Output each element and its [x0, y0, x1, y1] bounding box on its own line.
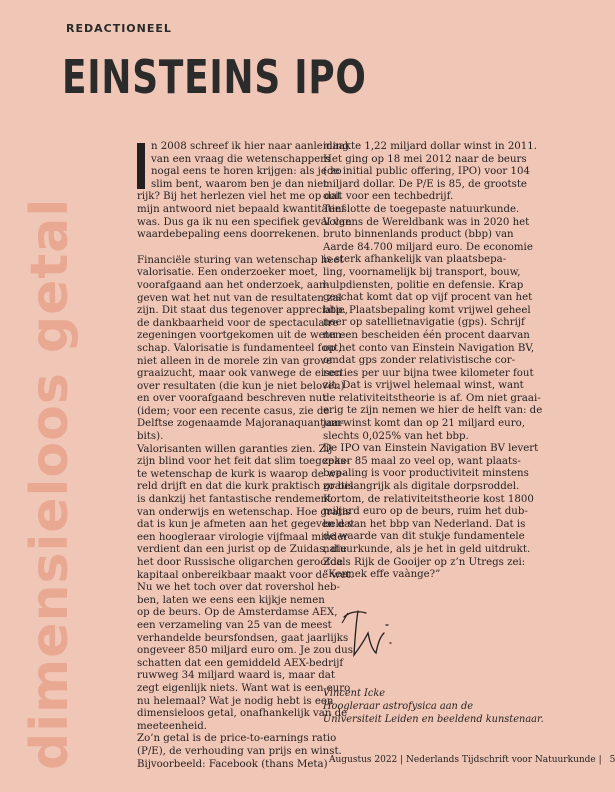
text-line: te wetenschap de kurk is waarop de we- — [137, 468, 346, 480]
text-line: miljard euro op de beurs, ruim het dub- — [323, 506, 528, 518]
text-line: recties per uur bijna twee kilometer fout — [323, 367, 534, 379]
text-line: maakte 1,22 miljard dollar winst in 2011. — [323, 141, 537, 152]
body-column-2 — [323, 141, 543, 582]
text-line: zeker 85 maal zo veel op, want plaats- — [323, 455, 521, 467]
text-line: mijn antwoord niet bepaald kwantitatief — [137, 203, 345, 215]
text-line: nogal eens te horen krijgen: als je zo — [151, 166, 342, 178]
text-line: Volgens de Wereldbank was in 2020 het — [323, 216, 530, 228]
text-line: was. Dus ga ik nu een specifiek geval van — [137, 216, 352, 228]
page-footer — [329, 755, 615, 765]
text-line: verhandelde beursfondsen, gaat jaarlijks — [137, 632, 349, 644]
text-line: is sterk afhankelijk van plaatsbepa- — [323, 254, 507, 266]
text-line: van een vraag die wetenschappers — [151, 153, 331, 165]
text-line: graaizucht, maar ook vanwege de eisen — [137, 368, 342, 380]
text-line: en over voorafgaand beschreven nut — [137, 393, 327, 405]
text-line: ongeveer 850 miljard euro om. Je zou dus — [137, 645, 353, 657]
text-line: ling, voornamelijk bij transport, bouw, — [323, 266, 521, 278]
text-line: nu een bescheiden één procent daarvan — [323, 329, 530, 341]
text-line: bbp. Plaatsbepaling komt vrijwel geheel — [323, 304, 531, 316]
text-line: (de initial public offering, IPO) voor 104 — [323, 166, 530, 178]
text-line: slechts 0,025% van het bbp. — [323, 430, 469, 442]
text-line: op het conto van Einstein Navigation BV, — [323, 342, 535, 354]
text-line: schap. Valorisatie is fundamenteel fout, — [137, 342, 342, 354]
text-line: een verzameling van 25 van de meest — [137, 619, 332, 631]
article-title: EINSTEINS IPO — [62, 50, 367, 104]
text-line: zo belangrijk als digitale dorpsroddel. — [323, 481, 520, 493]
text-line: Tenslotte de toegepaste natuurkunde. — [323, 203, 520, 215]
text-line: dat is kun je afmeten aan het gegeven dat — [137, 519, 355, 531]
text-line: Het ging op 18 mei 2012 naar de beurs — [323, 153, 527, 165]
text-line: miljard dollar. De P/E is 85, de grootste — [323, 178, 527, 190]
text-line: reld drijft en dat die kurk praktisch gratis — [137, 481, 354, 493]
text-line: n 2008 schreef ik hier naar aanleiding — [151, 141, 349, 152]
text-line: zit. Dat is vrijwel helemaal winst, want — [323, 380, 524, 392]
text-line: schatten dat een gemiddeld AEX-bedrijf — [137, 657, 344, 669]
text-line: is dankzij het fantastische rendement — [137, 494, 332, 506]
footer-text: Augustus 2022 | Nederlands Tijdschrift voor Natuurkunde | — [329, 755, 602, 765]
text-line: Delftse zogenaamde Majoranaquantum- — [137, 418, 344, 430]
text-line: omdat gps zonder relativistische cor- — [323, 355, 516, 367]
text-line: “Kennek effe vaànge?” — [323, 569, 441, 581]
text-line: de dankbaarheid voor de spectaculaire — [137, 317, 339, 329]
text-line: (idem; voor een recente casus, zie de — [137, 405, 330, 417]
text-line: ooit voor een techbedrijf. — [323, 191, 454, 203]
text-line: geschat komt dat op vijf procent van het — [323, 292, 533, 304]
text-line: Bijvoorbeeld: Facebook (thans Meta) — [137, 758, 328, 770]
text-line: dimensieloos getal, onafhankelijk van de — [137, 708, 348, 720]
text-line: Nu we het toch over dat rovershol heb- — [137, 582, 340, 594]
text-line: rijk? Bij het herlezen viel het me op dat — [137, 191, 342, 203]
text-line: bruto binnenlands product (bbp) van — [323, 229, 514, 241]
text-line: Valorisanten willen garanties zien. Zij — [137, 443, 333, 455]
text-line: over resultaten (die kun je niet beloven) — [137, 380, 345, 392]
text-line: een hoogleraar virologie vijfmaal minder — [137, 531, 349, 543]
signature-image — [336, 603, 406, 665]
author-affiliation: Universiteit Leiden en beeldend kunstenaar. — [323, 713, 544, 725]
section-label: REDACTIONEEL — [66, 22, 172, 35]
text-line: De IPO van Einstein Navigation BV levert — [323, 443, 539, 455]
text-line: het door Russische oligarchen geroofde — [137, 557, 343, 568]
text-line: neer op satellietnavigatie (gps). Schrijf — [323, 317, 525, 329]
text-line: valorisatie. Een onderzoeker moet, — [137, 267, 318, 279]
text-line: zijn. Dit staat dus tegenover appreciatie, — [137, 305, 348, 317]
text-line: verdient dan een jurist op de Zuidas, die — [137, 544, 347, 556]
text-line: van onderwijs en wetenschap. Hoe gratis — [137, 506, 351, 518]
text-line: kapitaal onbereikbaar maakt voor de wet. — [137, 569, 354, 581]
text-line: hulpdiensten, politie en defensie. Krap — [323, 279, 524, 291]
text-line: zegeningen voortgekomen uit de weten- — [137, 330, 345, 342]
text-line: op de beurs. Op de Amsterdamse AEX, — [137, 607, 338, 619]
text-line: erig te zijn nemen we hier de helft van: de — [323, 405, 543, 417]
author-info — [323, 688, 544, 726]
text-line: ben, laten we eens een kijkje nemen — [137, 594, 325, 606]
author-name: Vincent Icke — [323, 688, 386, 699]
text-line: Zoals Rijk de Gooijer op z’n Utregs zei: — [323, 556, 526, 568]
text-line: meeteenheid. — [137, 720, 208, 732]
text-line: slim bent, waarom ben je dan niet — [151, 178, 328, 190]
text-line: bits). — [137, 431, 164, 443]
text-line: bele van het bbp van Nederland. Dat is — [323, 518, 526, 530]
text-line: jaarwinst komt dan op 21 miljard euro, — [323, 418, 525, 430]
text-line: voorafgaand aan het onderzoek, aan- — [137, 279, 330, 291]
text-line: ruwweg 34 miljard waard is, maar dat — [137, 670, 335, 682]
text-line: niet alleen in de morele zin van grove — [137, 355, 333, 367]
text-line: de relativiteitstheorie is af. Om niet graai- — [323, 392, 541, 404]
text-line: de waarde van dit stukje fundamentele — [323, 531, 525, 543]
text-line: geven wat het nut van de resultaten zal — [137, 292, 342, 304]
text-line: Aarde 84.700 miljard euro. De economie — [323, 241, 533, 253]
text-line: waardebepaling eens doorrekenen. — [137, 229, 320, 241]
side-decorative-word: dimensieloos getal — [20, 197, 80, 770]
author-role: Hoogleraar astrofysica aan de — [323, 700, 474, 712]
text-line: Financiële sturing van wetenschap heet — [137, 254, 344, 266]
text-line: zegt eigenlijk niets. Want wat is een euro — [137, 682, 351, 694]
text-line: Zo’n getal is de price-to-earnings ratio — [137, 733, 337, 745]
page-number: 5 — [609, 755, 615, 765]
text-line: Kortom, de relativiteitstheorie kost 1800 — [323, 493, 534, 505]
text-line: bepaling is voor productiviteit minstens — [323, 468, 529, 480]
text-line: natuurkunde, als je het in geld uitdrukt. — [323, 544, 531, 555]
text-line: nu helemaal? Wat je nodig hebt is een — [137, 695, 334, 707]
text-line: zijn blind voor het feit dat slim toegepas- — [137, 456, 350, 468]
text-line: (P/E), de verhouding van prijs en winst. — [137, 745, 342, 757]
